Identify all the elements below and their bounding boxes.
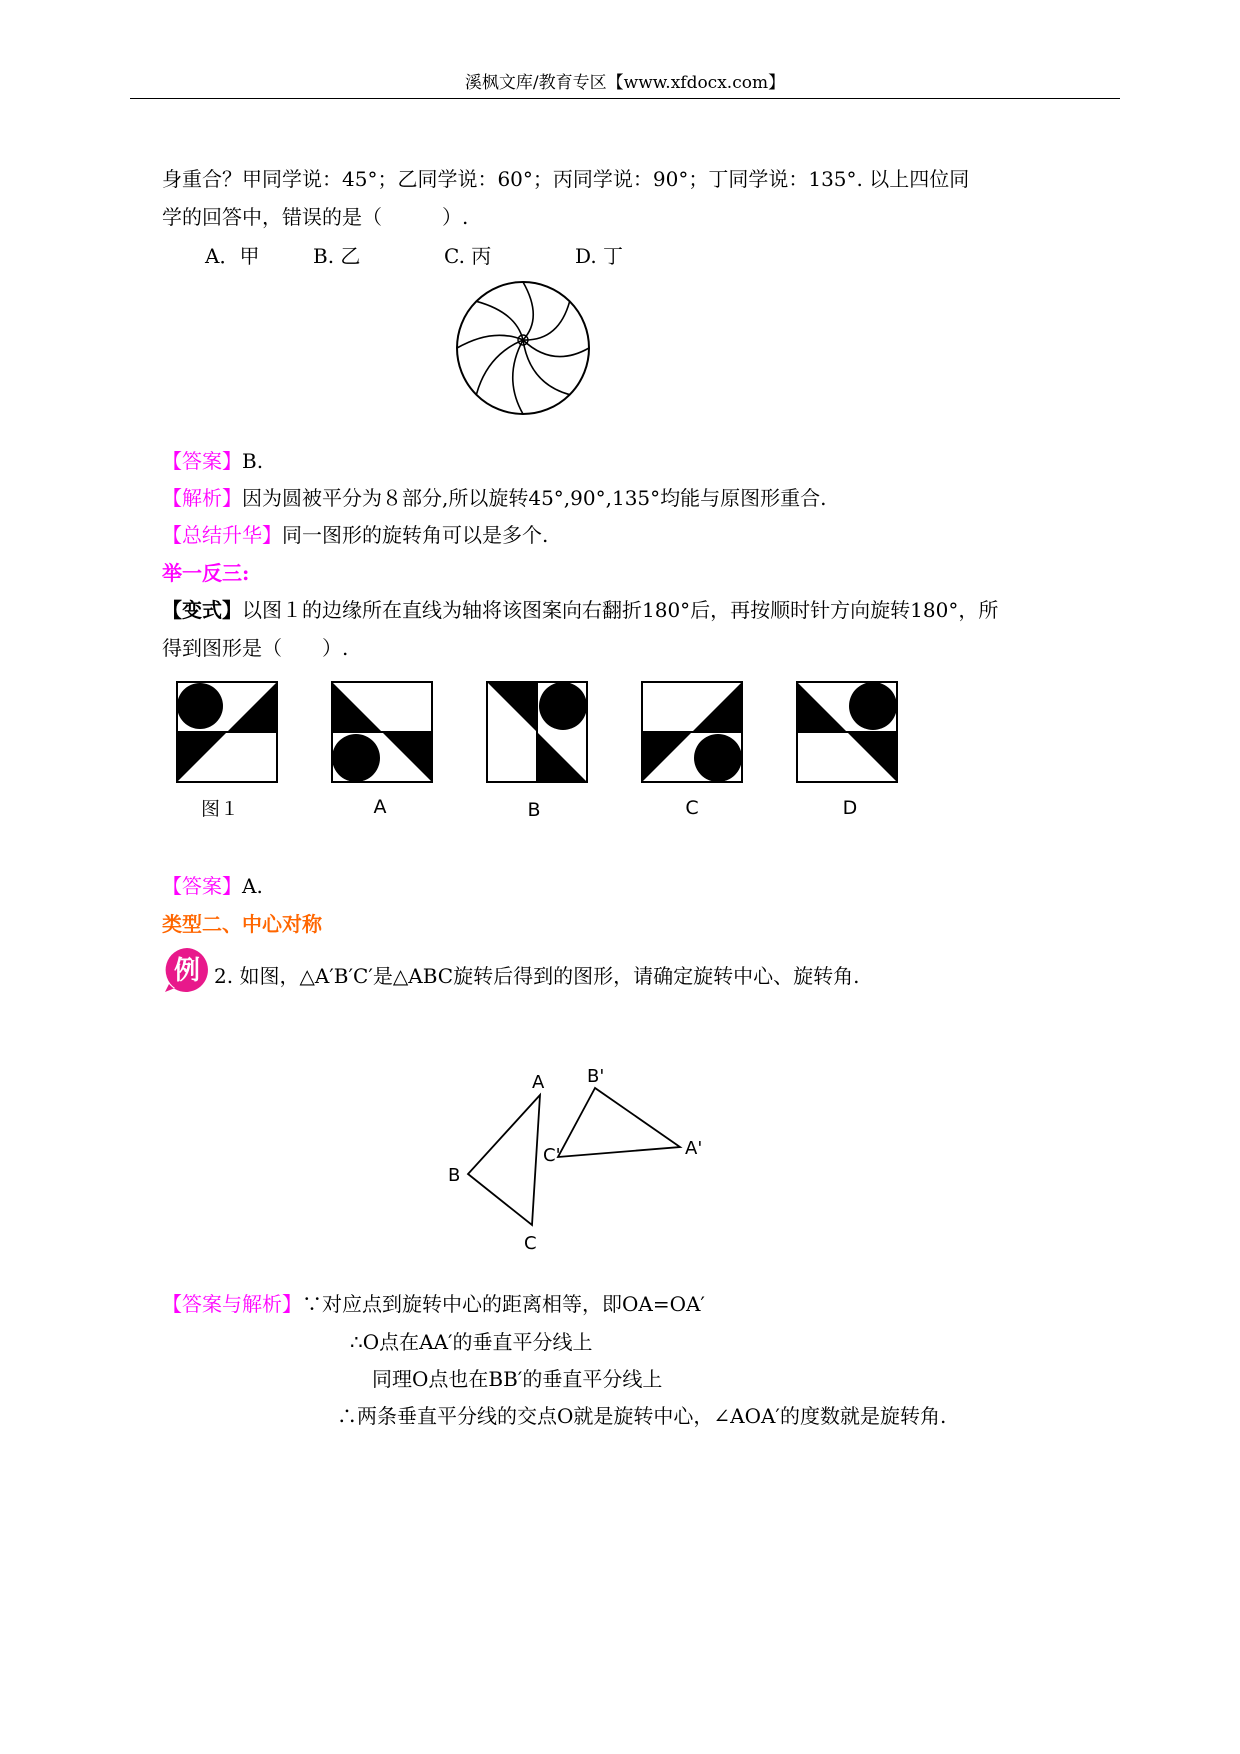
variant-line-1 — [162, 596, 998, 624]
label-b-prime: B' — [587, 1066, 605, 1087]
variant-text-1: 以图１的边缘所在直线为轴将该图案向右翻折180°后，再按顺时针方向旋转180°，所 — [242, 598, 999, 622]
triangle-rotation-figure — [440, 1060, 720, 1255]
answer-text: B. — [242, 449, 264, 473]
figure-option-c — [642, 682, 742, 782]
pinwheel-arm — [457, 335, 523, 348]
pinwheel-arm — [523, 340, 570, 395]
label-b: B — [448, 1165, 461, 1186]
figure-label-1: 图１ — [200, 798, 239, 820]
header-text: 溪枫文库/教育专区【www.xfdocx.com】 — [464, 73, 786, 93]
option-d: D. 丁 — [575, 244, 624, 268]
summary-text: 同一图形的旋转角可以是多个. — [282, 523, 549, 547]
pinwheel-arm — [523, 282, 533, 340]
solution-line-3: 同理O点也在BB′的垂直平分线上 — [372, 1367, 663, 1391]
pinwheel-arm — [523, 340, 589, 357]
example-badge-text: 例 — [173, 956, 201, 986]
pinwheel-figure — [445, 278, 600, 418]
figure-option-a — [332, 682, 432, 782]
analysis-text: 因为圆被平分为８部分,所以旋转45°,90°,135°均能与原图形重合. — [242, 486, 827, 510]
variant-figures — [175, 680, 915, 785]
solution-line-1 — [162, 1290, 705, 1318]
example-2-text: 2. 如图，△A′B′C′是△ABC旋转后得到的图形，请确定旋转中心、旋转角. — [214, 964, 860, 988]
label-c-prime: C' — [543, 1145, 561, 1166]
figure-label-a: A — [373, 796, 387, 818]
question-line-1: 身重合？甲同学说：45°；乙同学说：60°；丙同学说：90°；丁同学说：135°. 以上四位同 — [162, 167, 970, 191]
solution-text-1: ∵对应点到旋转中心的距离相等，即OA=OA′ — [302, 1292, 705, 1316]
option-b: B. 乙 — [313, 244, 361, 268]
pinwheel-arm — [513, 340, 523, 414]
label-c: C — [524, 1233, 537, 1254]
pinwheel-arm — [476, 301, 523, 340]
example-badge-icon — [163, 946, 211, 994]
label-a-prime: A' — [685, 1138, 703, 1159]
variant-tag: 【变式】 — [162, 598, 242, 622]
option-c: C. 丙 — [444, 244, 492, 268]
practice-heading: 举一反三: — [162, 561, 250, 585]
figure-label-d: D — [842, 797, 858, 819]
page-header — [130, 70, 1120, 99]
option-a: A．甲 — [205, 244, 260, 268]
answer-2-text: A. — [242, 874, 263, 898]
answer-2 — [162, 872, 263, 900]
figure-option-b — [487, 682, 587, 782]
summary-1 — [162, 521, 548, 549]
label-a: A — [532, 1072, 545, 1093]
variant-line-2: 得到图形是（ ）. — [162, 636, 349, 660]
summary-tag: 【总结升华】 — [162, 523, 282, 547]
figure-1 — [177, 682, 277, 782]
question-options — [205, 242, 623, 270]
answer-1 — [162, 447, 263, 475]
figure-label-b: B — [527, 799, 541, 821]
pinwheel-arm — [523, 301, 570, 340]
analysis-tag: 【解析】 — [162, 486, 242, 510]
pinwheel-arm — [476, 340, 523, 395]
figure-option-d — [797, 682, 897, 782]
solution-tag: 【答案与解析】 — [162, 1292, 302, 1316]
answer-2-tag: 【答案】 — [162, 874, 242, 898]
triangle-abc — [468, 1095, 540, 1225]
solution-line-2: ∴O点在AA′的垂直平分线上 — [350, 1330, 593, 1354]
question-line-2: 学的回答中，错误的是（ ）. — [162, 205, 469, 229]
figure-label-c: C — [685, 797, 699, 819]
analysis-1 — [162, 484, 827, 512]
answer-tag: 【答案】 — [162, 449, 242, 473]
type-2-heading: 类型二、中心对称 — [162, 912, 322, 936]
solution-line-4: ∴两条垂直平分线的交点O就是旋转中心，∠AOA′的度数就是旋转角. — [337, 1404, 947, 1428]
triangle-a-prime-b-prime-c-prime — [558, 1088, 680, 1157]
